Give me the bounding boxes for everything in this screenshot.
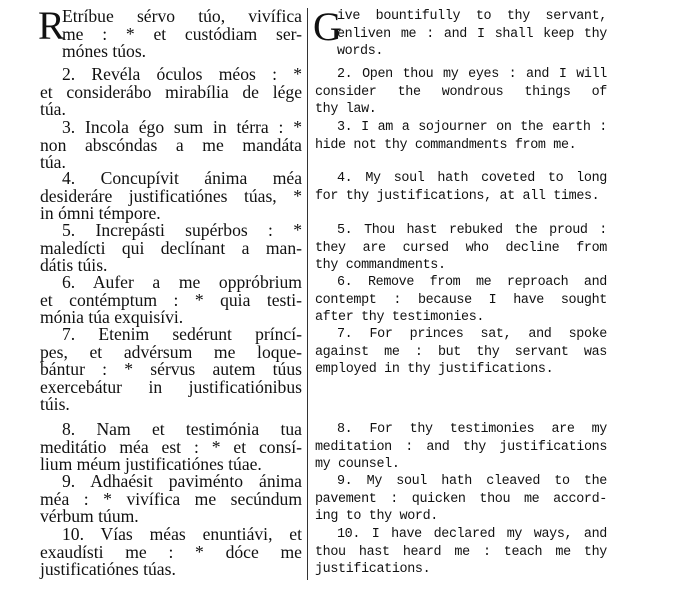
latin-verse <box>40 421 302 474</box>
latin-verse-line: 8. Nam et testimónia tua <box>62 419 302 439</box>
english-verse-line: ive bountifully to thy servant, <box>337 9 607 24</box>
latin-verse <box>40 326 302 414</box>
english-verse-line: 5. Thou hast rebuked the proud : <box>337 223 607 238</box>
english-verse-line: 8. For thy testimonies are my <box>337 422 607 437</box>
latin-verse-line: 9. Adhaésit paviménto ánima <box>62 471 302 491</box>
latin-verse <box>40 66 302 119</box>
english-verse-line: 6. Remove from me reproach and <box>337 275 607 290</box>
english-verse-line: thy commandments. <box>315 258 446 274</box>
english-verse-line: thy law. <box>315 102 377 118</box>
english-verse <box>315 473 607 526</box>
english-verse <box>315 526 607 579</box>
latin-verse-line: 5. Increpásti supérbos : * <box>62 220 302 240</box>
latin-verse-line: 2. Revéla óculos méos : * <box>62 64 302 84</box>
english-verse-line: pavement : quicken thou me accord- <box>315 491 607 507</box>
english-verse <box>315 421 607 474</box>
english-verse-line: 2. Open thou my eyes : and I will <box>337 67 607 82</box>
english-verse <box>315 119 607 154</box>
latin-verse-line: túa. <box>40 152 66 173</box>
english-verse-line: against me : but thy servant was <box>315 344 607 360</box>
english-verse-line: justifications. <box>315 562 431 578</box>
english-verse-line: meditation : and thy justifications <box>315 439 607 455</box>
latin-verse-line: 6. Aufer a me oppróbrium <box>62 272 302 292</box>
english-verse <box>313 4 607 61</box>
latin-verse <box>38 3 302 62</box>
latin-verse-line: dátis túis. <box>40 255 108 276</box>
latin-verse-line: meditátio méa est : * et consí- <box>40 436 302 457</box>
english-verse-line: enliven me : and I shall keep thy <box>337 26 607 42</box>
english-verse-line: ing to thy word. <box>315 509 438 525</box>
latin-verse-line: mónes túos. <box>62 41 147 62</box>
latin-verse-line: me : * et custódiam ser- <box>62 23 302 44</box>
latin-verse-line: non abscóndas a me mandáta <box>40 134 302 155</box>
latin-verse-line: 10. Vías méas enuntiávi, et <box>62 524 302 544</box>
latin-verse <box>40 473 302 526</box>
english-verse-line: contempt : because I have sought <box>315 292 607 308</box>
latin-verse-line: 4. Concupívit ánima méa <box>62 168 302 188</box>
english-verse-line: my counsel. <box>315 457 400 473</box>
latin-verse-line: lium méum justificatiónes túae. <box>40 454 262 475</box>
latin-verse <box>40 170 302 223</box>
latin-verse-line: exaudísti me : * dóce me <box>40 541 302 562</box>
latin-verse-line: desideráre justificatiónes túas, * <box>40 185 302 206</box>
latin-verse-line: exercebátur in justificatiónibus <box>40 376 302 397</box>
english-verse-line: they are cursed who decline from <box>315 240 607 256</box>
english-verse-line: 9. My soul hath cleaved to the <box>337 474 607 489</box>
latin-verse-line: pes, et advérsum me loque- <box>40 341 302 362</box>
english-verse-line: thou hast heard me : teach me thy <box>315 544 607 560</box>
latin-verse-line: maledícti qui declínant a man- <box>40 237 302 258</box>
latin-verse-line: 7. Etenim sedérunt príncí- <box>62 324 302 344</box>
english-verse-line: employed in thy justifications. <box>315 362 554 378</box>
english-drop-cap: G <box>313 4 342 49</box>
english-verse <box>315 326 607 379</box>
latin-verse <box>40 274 302 327</box>
english-verse-line: after thy testimonies. <box>315 310 485 326</box>
english-verse <box>315 274 607 327</box>
english-verse <box>315 66 607 119</box>
latin-verse-line: méa : * vivífica me secúndum <box>40 488 302 509</box>
english-verse <box>315 222 607 275</box>
english-verse-line: for thy justifications, at all times. <box>315 188 600 204</box>
column-divider <box>307 8 308 580</box>
english-verse-line: hide not thy commandments from me. <box>315 137 577 153</box>
latin-drop-cap: R <box>38 3 65 48</box>
english-verse-line: consider the wondrous things of <box>315 84 607 100</box>
latin-verse-line: et contémptum : * quia testi- <box>40 289 302 310</box>
latin-verse <box>40 119 302 172</box>
latin-verse-line: et considerábo mirabília de lége <box>40 81 302 102</box>
latin-verse-line: justificatiónes túas. <box>40 559 176 580</box>
latin-verse-line: Etríbue sérvo túo, vivífica <box>62 6 302 26</box>
latin-verse-line: mónia túa exquisívi. <box>40 307 184 328</box>
latin-verse-line: túa. <box>40 99 66 120</box>
latin-verse <box>40 222 302 275</box>
english-verse <box>315 170 607 205</box>
english-verse-line: words. <box>337 44 384 60</box>
english-verse-line: 3. I am a sojourner on the earth : <box>337 120 607 135</box>
latin-verse <box>40 526 302 579</box>
latin-verse-line: vérbum túum. <box>40 506 139 527</box>
english-verse-line: 10. I have declared my ways, and <box>337 527 607 542</box>
latin-verse-line: bántur : * sérvus autem túus <box>40 359 302 380</box>
english-verse-line: 4. My soul hath coveted to long <box>337 171 607 186</box>
latin-verse-line: 3. Incola égo sum in térra : * <box>62 117 302 137</box>
latin-verse-line: in ómni témpore. <box>40 203 161 224</box>
english-verse-line: 7. For princes sat, and spoke <box>337 327 607 342</box>
latin-verse-line: túis. <box>40 394 70 415</box>
